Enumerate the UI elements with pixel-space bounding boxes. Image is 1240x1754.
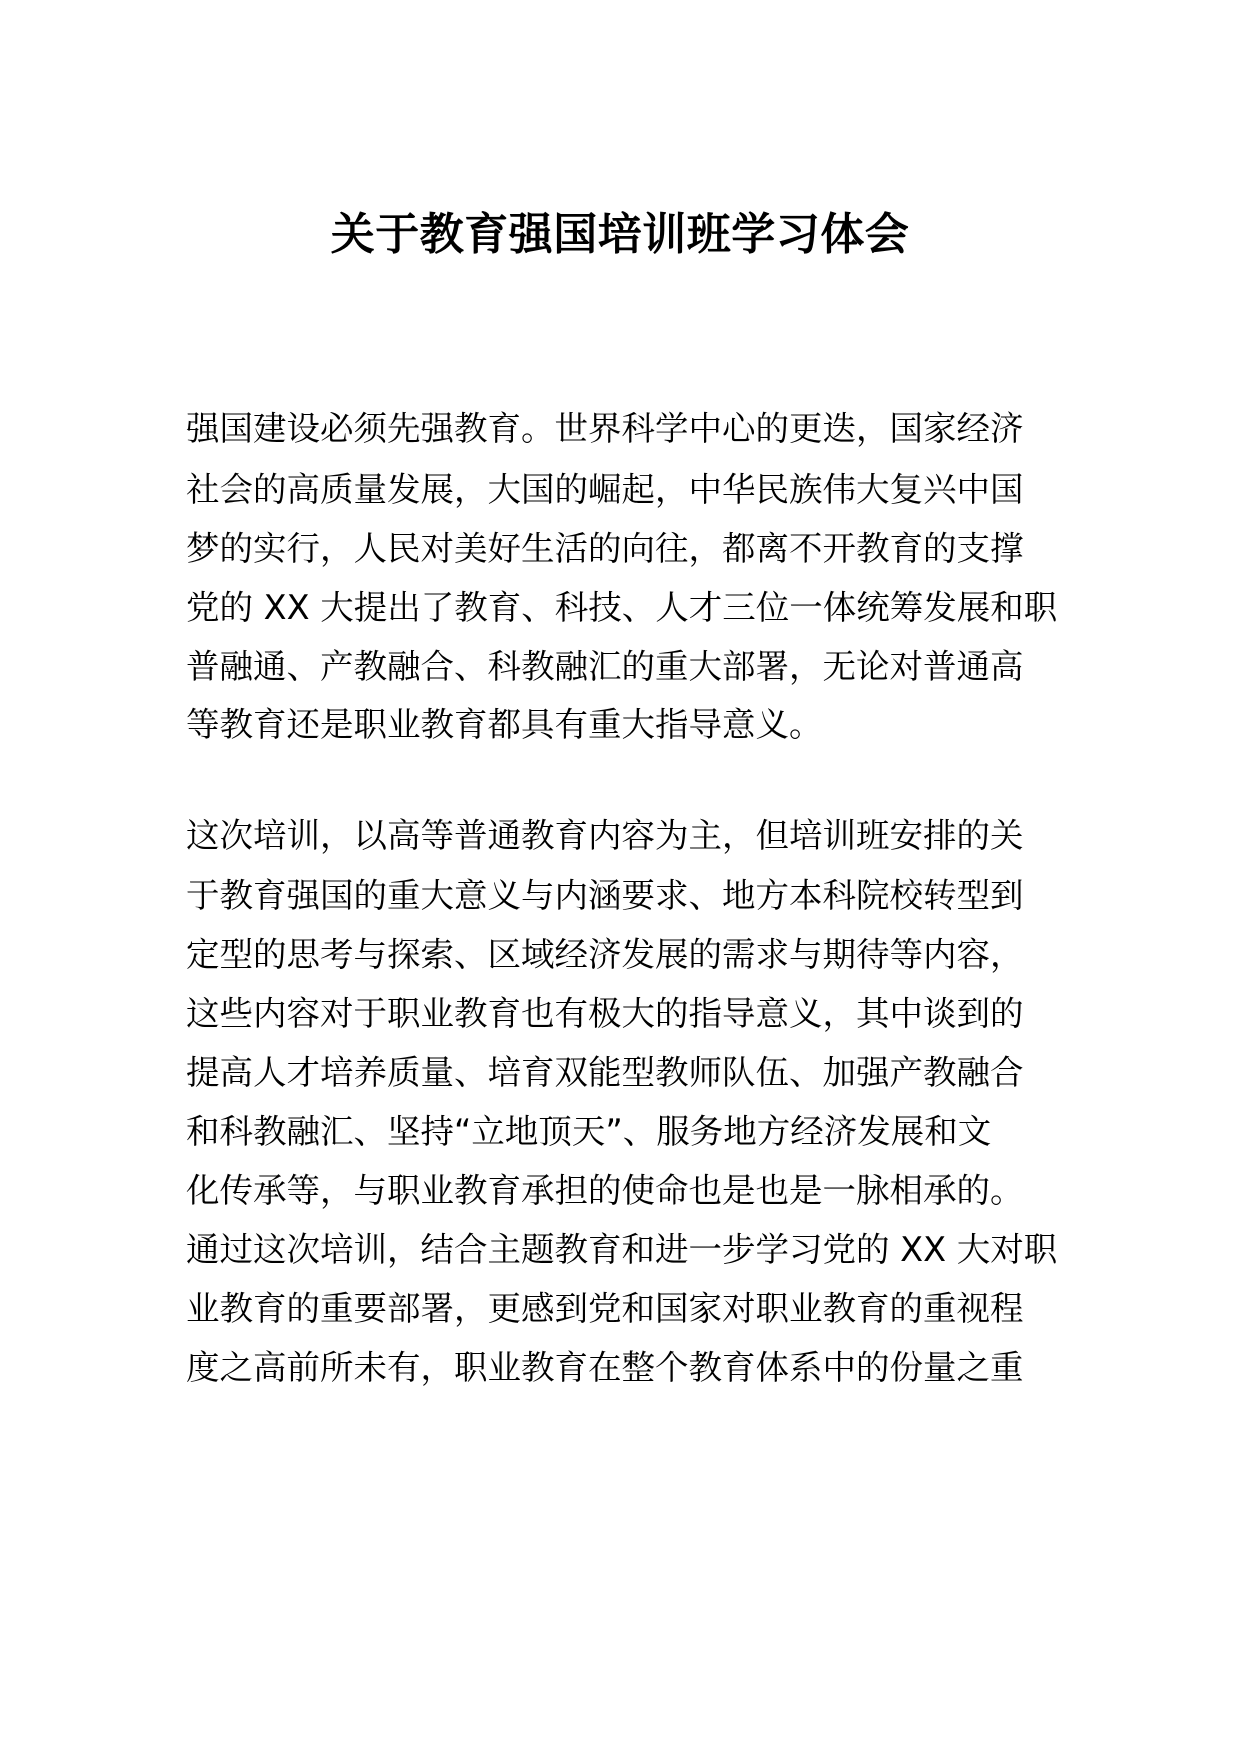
document-title: 关于教育强国培训班学习体会	[330, 209, 910, 260]
paragraph-2-line-9: 业教育的重要部署，更感到党和国家对职业教育的重视程	[186, 1289, 1024, 1328]
paragraph-2-line-7: 化传承等，与职业教育承担的使命也是也是一脉相承的。	[186, 1171, 1024, 1210]
paragraph-2-line-3: 定型的思考与探索、区域经济发展的需求与期待等内容，	[186, 935, 1024, 974]
paragraph-1-line-3: 梦的实行，人民对美好生活的向往，都离不开教育的支撑	[186, 529, 1024, 568]
paragraph-2-line-8: 通过这次培训，结合主题教育和进一步学习党的 XX 大对职	[186, 1230, 1058, 1269]
paragraph-1-line-4: 党的 XX 大提出了教育、科技、人才三位一体统筹发展和职	[186, 588, 1058, 627]
paragraph-2-line-1: 这次培训，以高等普通教育内容为主，但培训班安排的关	[186, 816, 1024, 855]
paragraph-2-line-10: 度之高前所未有，职业教育在整个教育体系中的份量之重	[186, 1348, 1024, 1387]
paragraph-2-line-5: 提高人才培养质量、培育双能型教师队伍、加强产教融合	[186, 1053, 1024, 1092]
paragraph-2-line-6: 和科教融汇、坚持“立地顶天”、服务地方经济发展和文	[186, 1112, 992, 1151]
paragraph-1-line-5: 普融通、产教融合、科教融汇的重大部署，无论对普通高	[186, 647, 1024, 686]
paragraph-2-line-4: 这些内容对于职业教育也有极大的指导意义，其中谈到的	[186, 994, 1024, 1033]
paragraph-2-line-2: 于教育强国的重大意义与内涵要求、地方本科院校转型到	[186, 876, 1024, 915]
paragraph-1-line-2: 社会的高质量发展，大国的崛起，中华民族伟大复兴中国	[186, 470, 1024, 509]
paragraph-1-line-1: 强国建设必须先强教育。世界科学中心的更迭，国家经济	[186, 409, 1024, 448]
paragraph-1-line-6: 等教育还是职业教育都具有重大指导意义。	[186, 705, 823, 744]
